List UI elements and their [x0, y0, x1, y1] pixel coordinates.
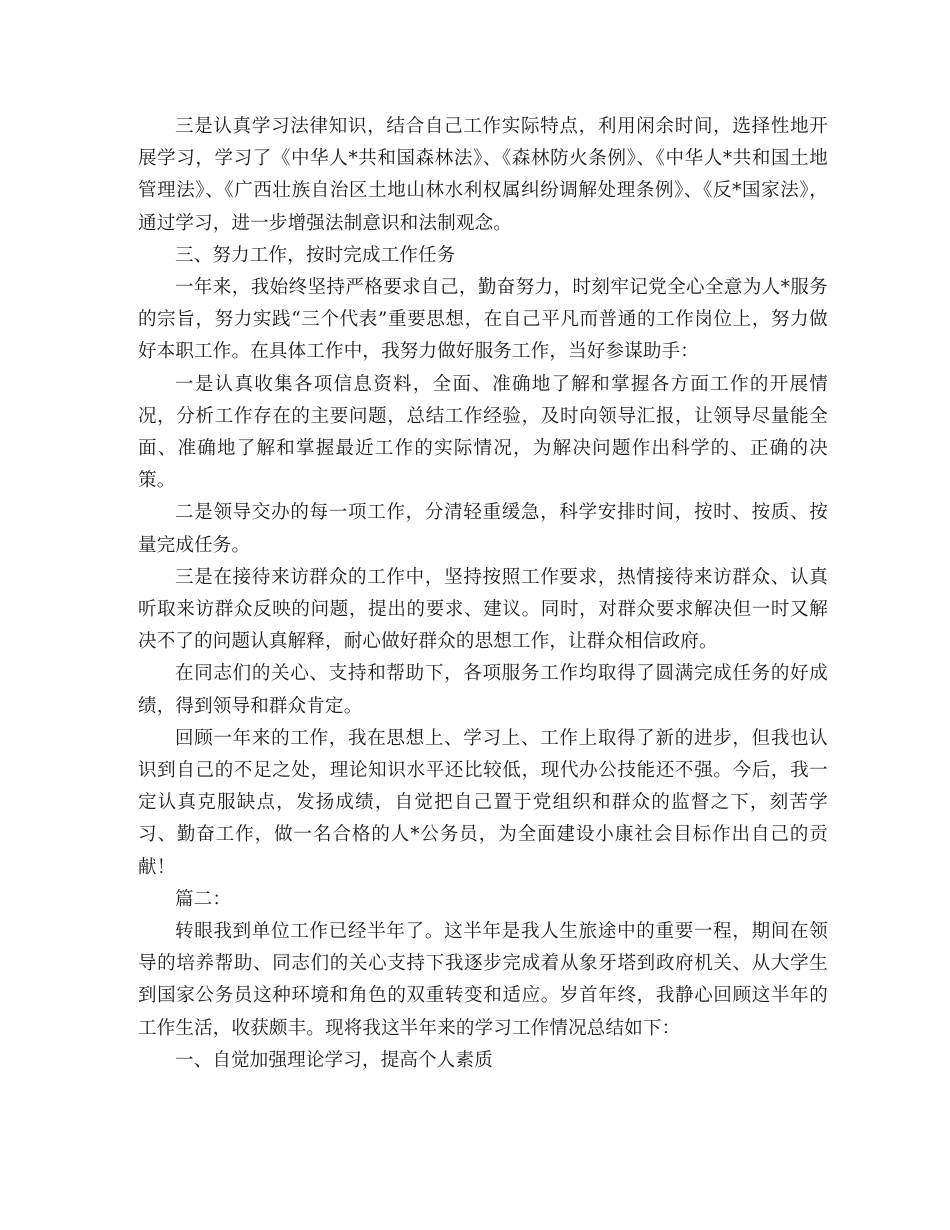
paragraph-reception: 三是在接待来访群众的工作中，坚持按照工作要求，热情接待来访群众、认真听取来访群众反映的问题，提出的要求、建议。同时，对群众要求解决但一时又解决不了的问题认真解释，耐心做好群众的思想工作，让群众相信政府。: [138, 566, 828, 653]
section-heading-work: 三、努力工作，按时完成工作任务: [175, 244, 456, 266]
paragraph-results: 在同志们的关心、支持和帮助下，各项服务工作均取得了圆满完成任务的好成绩，得到领导和群众肯定。: [138, 663, 828, 717]
section-heading-theory: 一、自觉加强理论学习，提高个人素质: [175, 1049, 493, 1071]
paragraph-half-year: 转眼我到单位工作已经半年了。这半年是我人生旅途中的重要一程，期间在领导的培养帮助、同志们的关心支持下我逐步完成着从象牙塔到政府机关、从大学生到国家公务员这种环境和角色的双重转变和适应。岁首年终，我静心回顾这半年的工作生活，收获颇丰。现将我这半年来的学习工作情况总结如下：: [138, 921, 828, 1039]
paragraph-review: 回顾一年来的工作，我在思想上、学习上、工作上取得了新的进步，但我也认识到自己的不足之处，理论知识水平还比较低，现代办公技能还不强。今后，我一定认真克服缺点，发扬成绩，自觉把自己置于党组织和群众的监督之下，刻苦学习、勤奋工作，做一名合格的人*公务员，为全面建设小康社会目标作出自己的贡献！: [138, 727, 828, 878]
paragraph-collect-info: 一是认真收集各项信息资料，全面、准确地了解和掌握各方面工作的开展情况，分析工作存在的主要问题，总结工作经验，及时向领导汇报，让领导尽量能全面、准确地了解和掌握最近工作的实际情况，为解决问题作出科学的、正确的决策。: [138, 373, 828, 492]
paragraph-year-summary: 一年来，我始终坚持严格要求自己，勤奋努力，时刻牢记党全心全意为人*服务的宗旨，努力实践“三个代表”重要思想，在自己平凡而普通的工作岗位上，努力做好本职工作。在具体工作中，我努力做好服务工作，当好参谋助手：: [138, 277, 828, 363]
section-label-part-two: 篇二：: [175, 888, 232, 910]
paragraph-leader-tasks: 二是领导交办的每一项工作，分清轻重缓急，科学安排时间，按时、按质、按量完成任务。: [138, 502, 828, 556]
document-body: [138, 111, 828, 1077]
paragraph-study-law: 三是认真学习法律知识，结合自己工作实际特点，利用闲余时间，选择性地开展学习，学习了《中华人*共和国森林法》、《森林防火条例》、《中华人*共和国土地管理法》、《广西壮族自治区土地山林水利权属纠纷调解处理条例》、《反*国家法》，通过学习，进一步增强法制意识和法制观念。: [138, 116, 828, 234]
